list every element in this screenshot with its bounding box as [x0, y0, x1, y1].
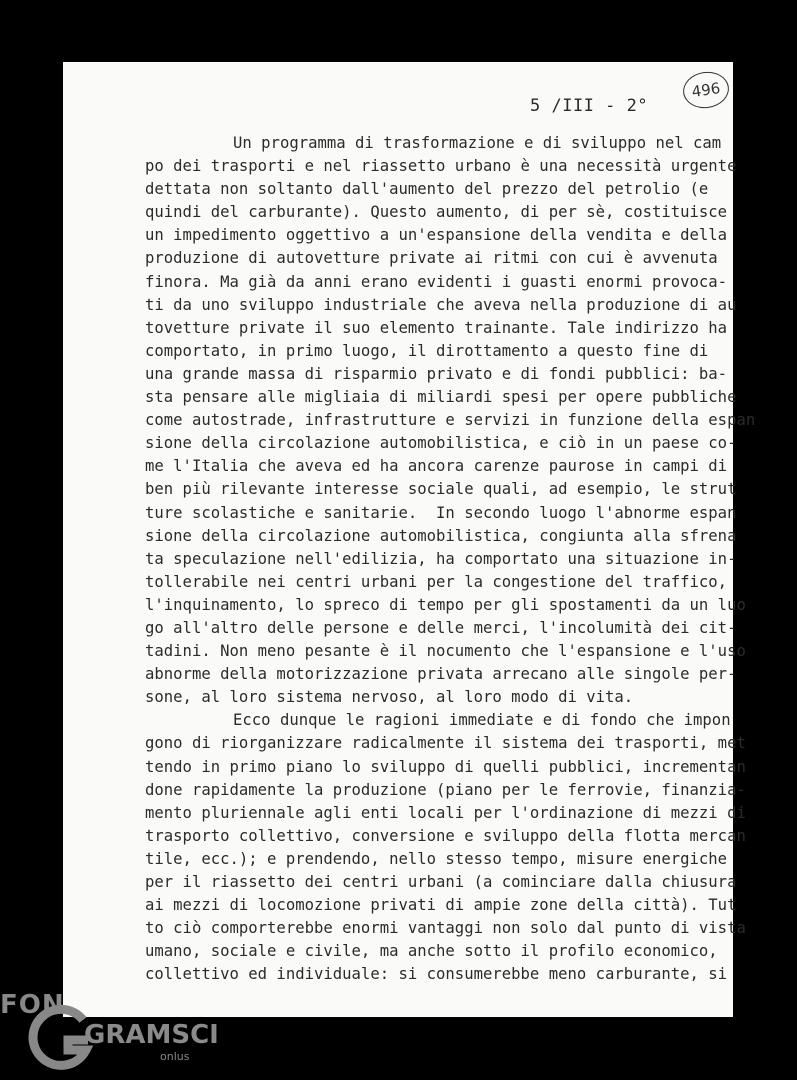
fondazione-gramsci-watermark: [0, 990, 219, 1080]
text-line: sta pensare alle migliaia di miliardi spesi per opere pubbliche: [145, 388, 737, 407]
text-line: l'inquinamento, lo spreco di tempo per gli spostamenti da un luo: [145, 595, 746, 614]
text-line: tendo in primo piano lo sviluppo di quelli pubblici, incrementan: [145, 757, 746, 776]
text-line: sone, al loro sistema nervoso, al loro modo di vita.: [145, 688, 634, 707]
text-line: finora. Ma già da anni erano evidenti i guasti enormi provoca-: [145, 272, 728, 291]
text-line: ture scolastiche e sanitarie. In secondo luogo l'abnorme espan: [145, 503, 737, 522]
text-line: ta speculazione nell'edilizia, ha comportato una situazione in-: [145, 549, 737, 568]
text-line: dettata non soltanto dall'aumento del prezzo del petrolio (e: [145, 180, 709, 199]
body-text: [145, 132, 756, 986]
text-line: ti da uno sviluppo industriale che aveva nella produzione di au: [145, 295, 737, 314]
text-line: per il riassetto dei centri urbani (a cominciare dalla chiusura: [145, 873, 737, 891]
text-line: done rapidamente la produzione (piano per le ferrovie, finanzia-: [145, 780, 746, 799]
text-line: tile, ecc.); e prendendo, nello stesso tempo, misure energiche: [145, 849, 728, 868]
text-line: tadini. Non meno pesante è il nocumento che l'espansione e l'uso: [145, 642, 746, 661]
text-line: produzione di autovetture private ai ritmi con cui è avvenuta: [145, 249, 718, 268]
text-line: una grande massa di risparmio privato e di fondi pubblici: ba-: [145, 364, 728, 383]
watermark-onlus: onlus: [160, 1050, 190, 1063]
text-line: ai mezzi di locomozione privati di ampie zone della città). Tut: [145, 896, 737, 915]
text-line: Un programma di trasformazione e di sviluppo nel cam: [233, 134, 722, 152]
text-line: go all'altro delle persone e delle merci, l'incolumità dei cit-: [145, 618, 737, 637]
text-line: trasporto collettivo, conversione e sviluppo della flotta mercan: [145, 826, 746, 845]
text-line: tollerabile nei centri urbani per la congestione del traffico,: [145, 572, 728, 591]
text-line: sione della circolazione automobilistica, e ciò in un paese co-: [145, 434, 737, 453]
text-line: to ciò comporterebbe enormi vantaggi non solo dal punto di vista: [145, 919, 746, 938]
document-page: [63, 62, 756, 1017]
text-line: come autostrade, infrastrutture e servizi in funzione della espan: [145, 411, 756, 430]
text-line: collettivo ed individuale: si consumerebbe meno carburante, si: [145, 965, 728, 984]
archive-number-stamp: 496: [681, 69, 732, 111]
text-line: un impedimento oggettivo a un'espansione della vendita e della: [145, 226, 728, 245]
text-line: me l'Italia che aveva ed ha ancora carenze paurose in campi di: [145, 457, 728, 476]
text-line: quindi del carburante). Questo aumento, di per sè, costituisce: [145, 203, 728, 222]
page-reference: 5 /III - 2°: [530, 96, 649, 116]
text-line: sione della circolazione automobilistica, congiunta alla sfrena: [145, 526, 737, 545]
text-line: Ecco dunque le ragioni immediate e di fondo che impon: [233, 711, 731, 730]
text-line: gono di riorganizzare radicalmente il sistema dei trasporti, met: [145, 734, 746, 753]
text-line: ben più rilevante interesse sociale quali, ad esempio, le strut: [145, 480, 737, 499]
text-line: comportato, in primo luogo, il dirottamento a questo fine di: [145, 341, 709, 360]
watermark-fon: FON: [0, 990, 65, 1020]
text-line: mento pluriennale agli enti locali per l'ordinazione di mezzi di: [145, 803, 746, 822]
watermark-gramsci: GRAMSCI: [84, 1020, 219, 1050]
text-line: umano, sociale e civile, ma anche sotto il profilo economico,: [145, 942, 718, 961]
text-line: abnorme della motorizzazione privata arrecano alle singole per-: [145, 665, 737, 684]
text-line: po dei trasporti e nel riassetto urbano è una necessità urgente: [145, 157, 737, 176]
text-line: tovetture private il suo elemento trainante. Tale indirizzo ha: [145, 318, 728, 337]
